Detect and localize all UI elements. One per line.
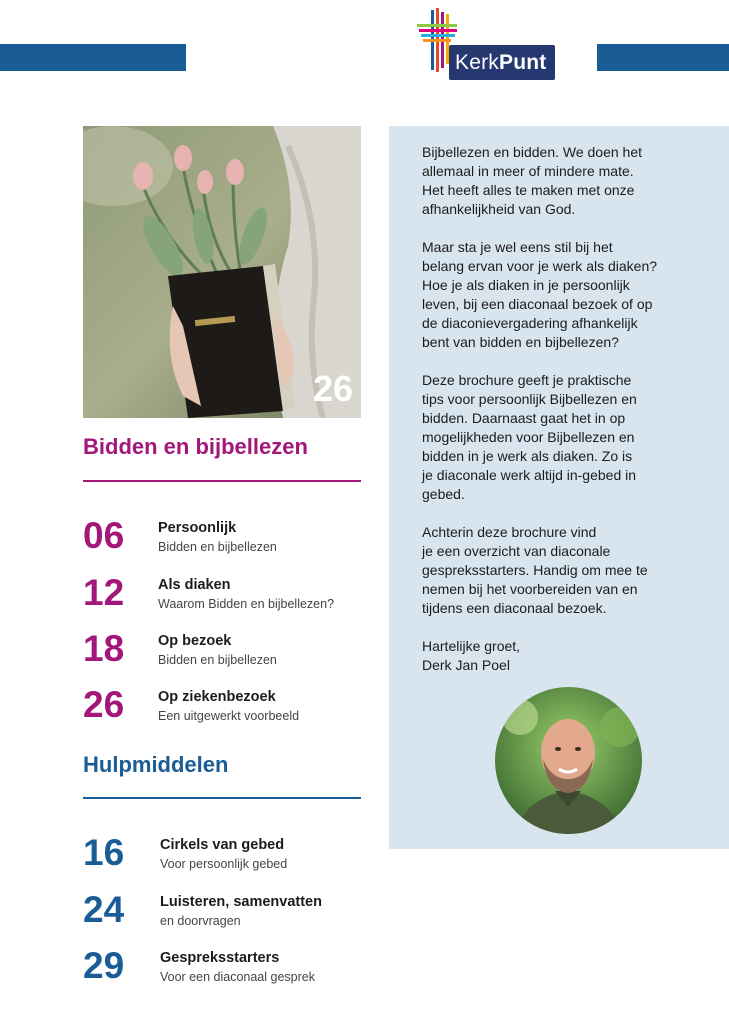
intro-paragraph: Maar sta je wel eens stil bij het belang ervan voor je werk als diaken? Hoe je als diaken in je persoonlijk leven, bij een diaconaal bezoek of op de diaconievergadering afhankelijk bent van bidden en bijbellezen? [422, 239, 658, 350]
section-divider-main [83, 480, 361, 482]
hero-photo [83, 126, 361, 418]
toc-item[interactable] [83, 629, 373, 679]
toc-subtitle: en doorvragen [160, 914, 241, 928]
toc-subtitle: Waarom Bidden en bijbellezen? [158, 597, 335, 611]
toc-item[interactable] [83, 516, 373, 566]
toc-title: Op ziekenbezoek [158, 689, 276, 705]
toc-subtitle: Bidden en bijbellezen [158, 653, 277, 667]
toc-page-number: 24 [83, 889, 125, 930]
toc-page-number: 18 [83, 628, 125, 669]
intro-signature: Hartelijke groet, Derk Jan Poel [422, 638, 521, 673]
toc-page-number: 06 [83, 515, 125, 556]
intro-paragraph: Bijbellezen en bidden. We doen het allemaal in meer of mindere mate. Het heeft alles te maken met onze afhankelijkheid van God. [422, 144, 643, 217]
logo-wordmark: KerkPunt [455, 51, 547, 74]
toc-item[interactable] [83, 573, 373, 623]
toc-item[interactable] [83, 890, 373, 940]
toc-subtitle: Bidden en bijbellezen [158, 540, 277, 554]
section-title-main: Bidden en bijbellezen [83, 434, 308, 459]
toc-subtitle: Voor persoonlijk gebed [160, 857, 288, 871]
toc-item[interactable] [83, 946, 373, 996]
toc-subtitle: Voor een diaconaal gesprek [160, 970, 315, 984]
toc-item[interactable] [83, 685, 373, 735]
toc-page-number: 26 [83, 684, 125, 725]
toc-title: Luisteren, samenvatten [160, 894, 322, 910]
toc-title: Gespreksstarters [160, 950, 280, 966]
intro-text [422, 143, 712, 694]
section-title-tools: Hulpmiddelen [83, 752, 229, 777]
toc-title: Cirkels van gebed [160, 837, 285, 853]
toc-page-number: 29 [83, 945, 125, 986]
toc-title: Op bezoek [158, 633, 232, 649]
toc-page-number: 12 [83, 572, 125, 613]
header-band-left [0, 44, 186, 71]
toc-subtitle: Een uitgewerkt voorbeeld [158, 709, 300, 723]
hero-page-number: 26 [312, 368, 353, 409]
toc-page-number: 16 [83, 832, 125, 873]
section-divider-tools [83, 797, 361, 799]
header-band-right [597, 44, 729, 71]
toc-title: Als diaken [158, 577, 231, 593]
toc-item[interactable] [83, 833, 373, 883]
author-avatar [495, 687, 642, 834]
intro-paragraph: Deze brochure geeft je praktische tips voor persoonlijk Bijbellezen en bidden. Daarnaast gaat het in op mogelijkheden voor Bijbellezen en bidden in je werk als diaken. Zo is je diaconale werk altijd in-gebed in gebed. [422, 372, 637, 502]
toc-title: Persoonlijk [158, 520, 237, 536]
kerkpunt-logo [417, 8, 557, 74]
intro-paragraph: Achterin deze brochure vind je een overzicht van diaconale gespreksstarters. Handig om mee te nemen bij het voorbereiden van en tijdens een diaconaal bezoek. [422, 524, 648, 616]
